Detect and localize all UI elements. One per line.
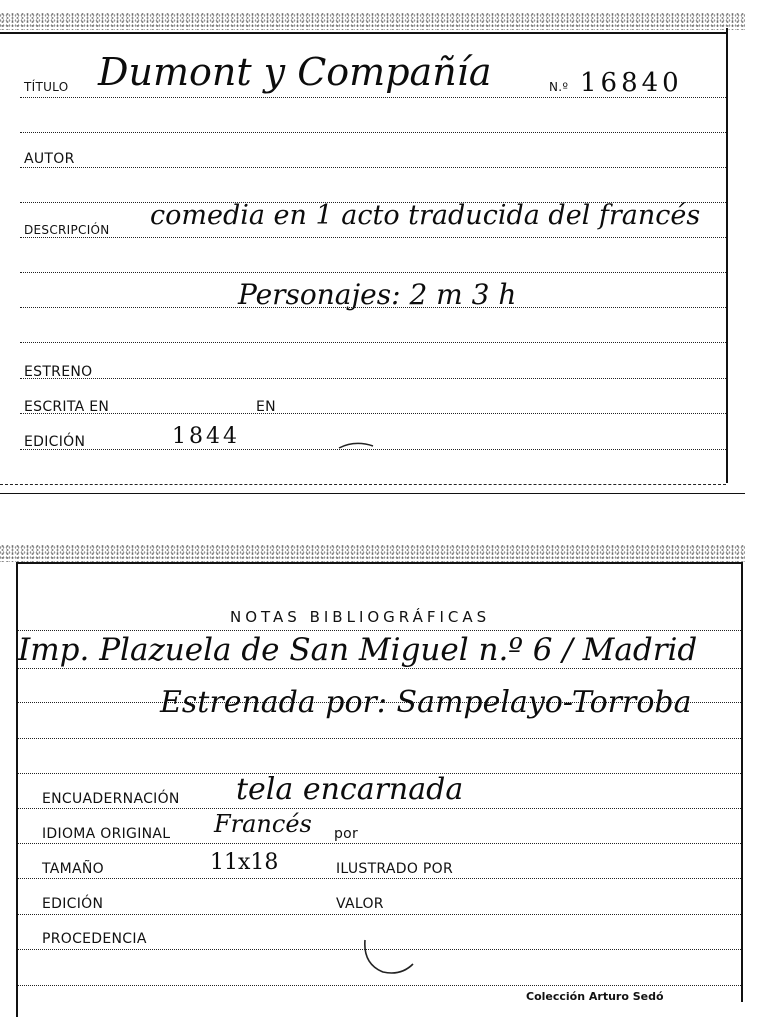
pencil-mark	[337, 436, 377, 456]
autor-label: AUTOR	[24, 151, 75, 167]
ruled-line	[18, 914, 741, 915]
personajes-value: Personajes: 2 m 3 h	[238, 278, 517, 311]
edicion-value: 1844	[172, 424, 240, 449]
ilustrado-por-label: ILUSTRADO POR	[336, 861, 453, 877]
ruled-line	[18, 630, 741, 631]
ruled-line	[18, 668, 741, 669]
pencil-mark	[355, 920, 425, 980]
escrita-en-label: ESCRITA EN	[24, 399, 110, 415]
valor-label: VALOR	[336, 896, 384, 912]
ruled-line	[18, 843, 741, 844]
ruled-line	[20, 167, 726, 168]
ruled-line	[20, 237, 726, 238]
card-2-top-edge	[0, 544, 745, 562]
card-1-top-edge	[0, 12, 745, 30]
procedencia-label: PROCEDENCIA	[42, 931, 147, 947]
collection-credit: Colección Arturo Sedó	[526, 990, 664, 1003]
por-label: por	[334, 826, 359, 842]
edicion-label-2: EDICIÓN	[42, 896, 104, 912]
tamano-label: TAMAÑO	[42, 861, 104, 877]
edicion-label: EDICIÓN	[24, 434, 86, 450]
idioma-original-label: IDIOMA ORIGINAL	[42, 826, 171, 842]
ruled-line	[18, 985, 741, 986]
catalog-card-1	[0, 0, 759, 495]
ruled-line	[20, 378, 726, 379]
numero-label: N.º	[549, 80, 569, 94]
note-line-2: Estrenada por: Sampelayo-Torroba	[160, 685, 692, 720]
encuadernacion-value: tela encarnada	[236, 772, 464, 807]
descripcion-label: DESCRIPCIÓN	[24, 223, 110, 237]
card-1-right-border	[726, 28, 728, 483]
titulo-label: TÍTULO	[24, 80, 69, 94]
ruled-line	[18, 808, 741, 809]
ruled-line	[18, 738, 741, 739]
encuadernacion-label: ENCUADERNACIÓN	[42, 791, 180, 807]
ruled-line	[20, 342, 726, 343]
ruled-line	[20, 272, 726, 273]
ruled-line	[20, 413, 726, 414]
ruled-line	[18, 878, 741, 879]
tamano-value: 11x18	[210, 850, 279, 875]
descripcion-value: comedia en 1 acto traducida del francés	[150, 200, 701, 231]
card-2-top-border	[16, 562, 742, 564]
card-1-bottom-edge	[0, 484, 726, 485]
card-2-right-border	[741, 562, 743, 1002]
idioma-original-value: Francés	[214, 810, 312, 838]
titulo-value: Dumont y Compañía	[98, 50, 492, 94]
card-1-cut-line	[0, 493, 745, 494]
estreno-label: ESTRENO	[24, 364, 93, 380]
notas-heading: NOTAS BIBLIOGRÁFICAS	[230, 608, 491, 626]
numero-value: 16840	[580, 68, 683, 98]
note-line-1: Imp. Plazuela de San Miguel n.º 6 / Madrid	[18, 632, 698, 668]
card-1-top-border	[0, 32, 728, 34]
en-label: EN	[256, 399, 276, 415]
catalog-card-2	[0, 540, 759, 1028]
ruled-line	[20, 132, 726, 133]
